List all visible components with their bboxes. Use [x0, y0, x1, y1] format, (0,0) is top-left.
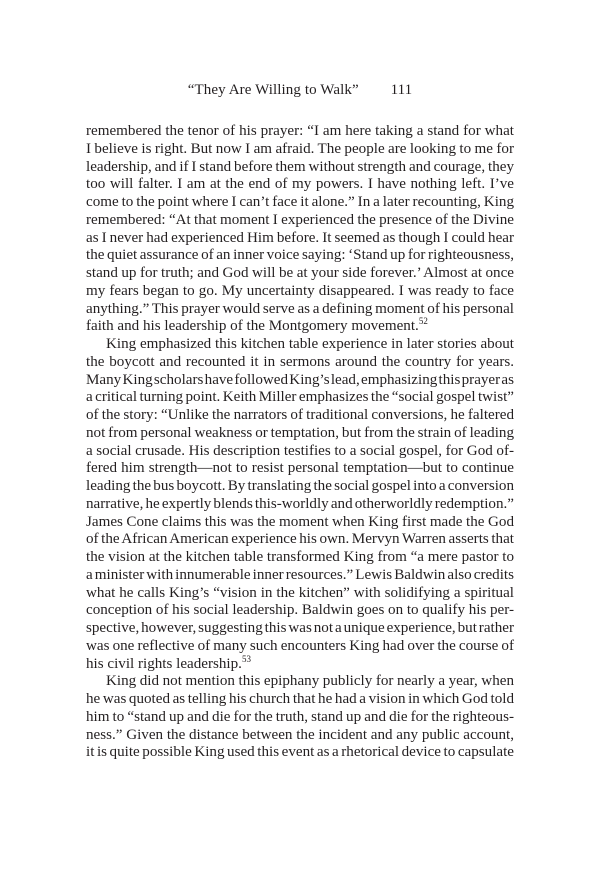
- text-line: [86, 478, 514, 496]
- text-line: [86, 531, 514, 549]
- line-text: of the African American experience his own. Mervyn Warren asserts that: [86, 531, 514, 548]
- line-text: I believe is right. But now I am afraid. The people are looking to me for: [86, 140, 514, 157]
- text-line: [86, 744, 514, 762]
- text-line: [86, 159, 514, 177]
- text-line: [86, 141, 514, 159]
- line-text: spective, however, suggesting this was not a unique experience, but rather: [86, 620, 514, 636]
- line-text: his civil rights leadership.: [86, 655, 242, 672]
- body-text: [86, 123, 514, 762]
- text-line: [86, 389, 514, 407]
- line-text: James Cone claims this was the moment when King first made the God: [86, 513, 514, 530]
- line-text: he was quoted as telling his church that he had a vision in which God told: [86, 691, 514, 707]
- line-text: a critical turning point. Keith Miller emphasizes the “social gospel twist”: [86, 389, 514, 406]
- line-text: my fears began to go. My uncertainty disappeared. I was ready to face: [86, 282, 514, 299]
- text-line: [86, 727, 514, 745]
- line-text: anything.” This prayer would serve as a defining moment of his personal: [86, 300, 514, 317]
- text-line: [86, 176, 514, 194]
- line-text: not from personal weakness or temptation, but from the strain of leading: [86, 424, 514, 441]
- line-text: him to “stand up and die for the truth, stand up and die for the righteous-: [86, 708, 514, 725]
- line-text: it is quite possible King used this event as a rhetorical device to capsulate: [86, 744, 514, 761]
- paragraph-start-line: [86, 673, 514, 691]
- text-line: [86, 265, 514, 283]
- footnote-marker[interactable]: 52: [418, 316, 428, 327]
- text-line: [86, 691, 514, 709]
- line-text: Many King scholars have followed King’s lead, emphasizing this prayer as: [86, 371, 514, 388]
- line-text: what he calls King’s “vision in the kitchen” with solidifying a spiritual: [86, 584, 514, 601]
- text-line: [86, 372, 514, 390]
- line-text: too will falter. I am at the end of my powers. I have nothing left. I’ve: [86, 176, 514, 193]
- text-line: [86, 496, 514, 514]
- text-line: [86, 212, 514, 230]
- line-text: stand up for truth; and God will be at your side forever.’ Almost at once: [86, 265, 514, 281]
- text-line: [86, 247, 514, 265]
- line-text: ness.” Given the distance between the incident and any public account,: [86, 726, 514, 743]
- line-text: a minister with innumerable inner resources.” Lewis Baldwin also credits: [86, 566, 514, 583]
- text-line: [86, 123, 514, 141]
- text-line: [86, 620, 514, 638]
- line-text: fered him strength—not to resist personal temptation—but to continue: [86, 460, 514, 477]
- text-line: [86, 638, 514, 656]
- line-text: faith and his leadership of the Montgomery movement.: [86, 318, 419, 335]
- text-line: [86, 514, 514, 532]
- line-text: was one reflective of many such encounters King had over the course of: [86, 637, 514, 654]
- text-line: [86, 354, 514, 372]
- text-line: [86, 709, 514, 727]
- footnote-marker[interactable]: 53: [241, 653, 251, 664]
- line-text: remembered the tenor of his prayer: “I am here taking a stand for what: [86, 123, 514, 139]
- text-line: [86, 318, 514, 336]
- text-line: [86, 602, 514, 620]
- line-text: leading the bus boycott. By translating the social gospel into a conversion: [86, 478, 514, 494]
- text-line: [86, 585, 514, 603]
- line-text: of the story: “Unlike the narrators of traditional conversions, he faltered: [86, 407, 514, 423]
- text-line: [86, 194, 514, 212]
- text-line: [86, 549, 514, 567]
- page-number: 111: [390, 82, 413, 98]
- line-text: remembered: “At that moment I experienced the presence of the Divine: [86, 211, 514, 228]
- paragraph-start-line: [86, 336, 514, 354]
- line-text: come to the point where I can’t face it alone.” In a later recounting, King: [86, 194, 514, 210]
- line-text: the boycott and recounted it in sermons around the country for years.: [86, 353, 514, 370]
- text-line: [86, 460, 514, 478]
- text-line: [86, 407, 514, 425]
- line-text: narrative, he expertly blends this-worldly and otherworldly redemption.”: [86, 495, 514, 512]
- line-text: the vision at the kitchen table transformed King from “a mere pastor to: [86, 549, 514, 565]
- line-text: conception of his social leadership. Baldwin goes on to qualify his per-: [86, 602, 514, 619]
- text-line: [86, 425, 514, 443]
- text-line: [86, 443, 514, 461]
- text-line: [86, 283, 514, 301]
- running-title: “They Are Willing to Walk”: [187, 82, 359, 98]
- line-text: a social crusade. His description testifies to a social gospel, for God of-: [86, 442, 514, 459]
- line-text: the quiet assurance of an inner voice saying: ‘Stand up for righteousness,: [86, 247, 514, 264]
- text-line: [86, 301, 514, 319]
- line-text: King did not mention this epiphany publicly for nearly a year, when: [106, 673, 514, 690]
- text-line: [86, 567, 514, 585]
- line-text: as I never had experienced Him before. It seemed as though I could hear: [86, 229, 514, 246]
- line-text: King emphasized this kitchen table experience in later stories about: [106, 336, 514, 352]
- running-head: [0, 80, 600, 100]
- text-line: [86, 230, 514, 248]
- line-text: leadership, and if I stand before them without strength and courage, they: [86, 158, 514, 175]
- text-line: [86, 653, 514, 674]
